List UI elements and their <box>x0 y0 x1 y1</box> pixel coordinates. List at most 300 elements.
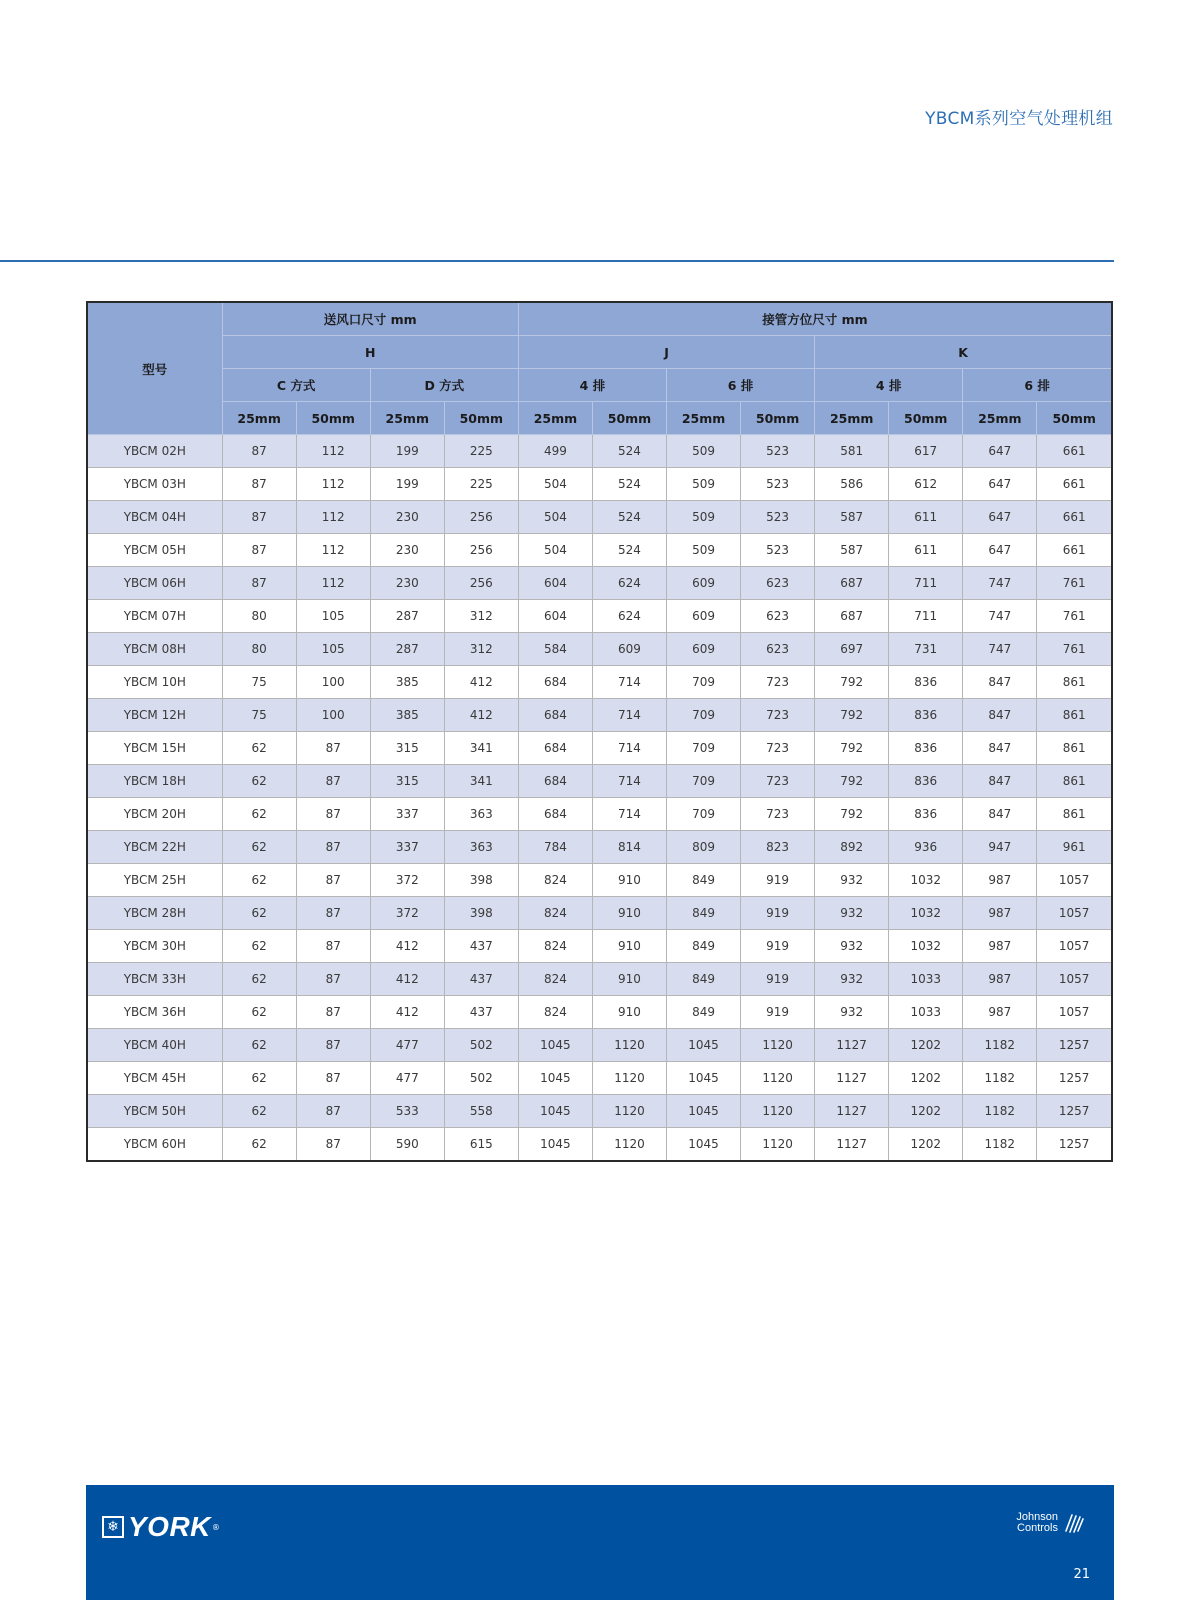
value-cell: 714 <box>592 699 666 732</box>
value-cell: 814 <box>592 831 666 864</box>
value-cell: 987 <box>963 864 1037 897</box>
air-outlet-group-header: 送风口尺寸 mm <box>222 303 518 336</box>
value-cell: 225 <box>444 468 518 501</box>
value-cell: 910 <box>592 930 666 963</box>
value-cell: 861 <box>1037 732 1111 765</box>
value-cell: 62 <box>222 798 296 831</box>
value-cell: 80 <box>222 633 296 666</box>
table-row <box>88 732 1111 765</box>
value-cell: 709 <box>667 666 741 699</box>
registered-mark: ® <box>211 1522 220 1532</box>
value-cell: 861 <box>1037 798 1111 831</box>
table-row <box>88 897 1111 930</box>
value-cell: 1057 <box>1037 963 1111 996</box>
value-cell: 509 <box>667 468 741 501</box>
value-cell: 87 <box>296 930 370 963</box>
value-cell: 1057 <box>1037 897 1111 930</box>
value-cell: 1033 <box>889 996 963 1029</box>
value-cell: 1202 <box>889 1128 963 1161</box>
table-row <box>88 1062 1111 1095</box>
value-cell: 385 <box>370 666 444 699</box>
value-cell: 1032 <box>889 930 963 963</box>
subheader-cell: 50mm <box>444 402 518 435</box>
page-header-title: YBCM系列空气处理机组 <box>925 109 1113 129</box>
model-cell: YBCM 06H <box>88 567 222 600</box>
johnson-controls-wordmark <box>1016 1512 1058 1534</box>
value-cell: 499 <box>518 435 592 468</box>
value-cell: 87 <box>222 435 296 468</box>
value-cell: 697 <box>815 633 889 666</box>
value-cell: 523 <box>741 501 815 534</box>
table-row <box>88 600 1111 633</box>
header-row-2 <box>88 336 1111 369</box>
value-cell: 112 <box>296 567 370 600</box>
value-cell: 849 <box>667 897 741 930</box>
value-cell: 437 <box>444 963 518 996</box>
value-cell: 824 <box>518 996 592 1029</box>
value-cell: 687 <box>815 567 889 600</box>
value-cell: 87 <box>296 1062 370 1095</box>
value-cell: 661 <box>1037 468 1111 501</box>
value-cell: 709 <box>667 765 741 798</box>
value-cell: 225 <box>444 435 518 468</box>
value-cell: 587 <box>815 501 889 534</box>
j-4-row-header: 4 排 <box>518 369 666 402</box>
johnson-controls-mark-icon <box>1062 1511 1086 1535</box>
value-cell: 684 <box>518 798 592 831</box>
model-cell: YBCM 08H <box>88 633 222 666</box>
subheader-cell: 50mm <box>889 402 963 435</box>
value-cell: 62 <box>222 864 296 897</box>
value-cell: 87 <box>296 897 370 930</box>
value-cell: 1120 <box>741 1095 815 1128</box>
value-cell: 287 <box>370 633 444 666</box>
table-row <box>88 831 1111 864</box>
value-cell: 847 <box>963 765 1037 798</box>
value-cell: 932 <box>815 963 889 996</box>
value-cell: 1127 <box>815 1128 889 1161</box>
value-cell: 836 <box>889 798 963 831</box>
value-cell: 792 <box>815 798 889 831</box>
value-cell: 75 <box>222 666 296 699</box>
value-cell: 62 <box>222 831 296 864</box>
value-cell: 892 <box>815 831 889 864</box>
value-cell: 524 <box>592 501 666 534</box>
subheader-cell: 50mm <box>741 402 815 435</box>
value-cell: 87 <box>296 798 370 831</box>
k-dimension-header: K <box>815 336 1111 369</box>
subheader-cell: 50mm <box>592 402 666 435</box>
value-cell: 910 <box>592 996 666 1029</box>
footer-bar <box>86 1485 1114 1600</box>
subheader-cell: 25mm <box>667 402 741 435</box>
table-row <box>88 666 1111 699</box>
value-cell: 1257 <box>1037 1029 1111 1062</box>
value-cell: 609 <box>667 567 741 600</box>
value-cell: 100 <box>296 699 370 732</box>
model-cell: YBCM 15H <box>88 732 222 765</box>
value-cell: 524 <box>592 435 666 468</box>
value-cell: 586 <box>815 468 889 501</box>
subheader-cell: 25mm <box>370 402 444 435</box>
value-cell: 477 <box>370 1062 444 1095</box>
value-cell: 1257 <box>1037 1062 1111 1095</box>
header-row-4 <box>88 402 1111 435</box>
value-cell: 581 <box>815 435 889 468</box>
value-cell: 824 <box>518 963 592 996</box>
value-cell: 723 <box>741 732 815 765</box>
value-cell: 256 <box>444 501 518 534</box>
value-cell: 62 <box>222 1128 296 1161</box>
value-cell: 1120 <box>741 1029 815 1062</box>
value-cell: 312 <box>444 633 518 666</box>
value-cell: 987 <box>963 930 1037 963</box>
value-cell: 684 <box>518 666 592 699</box>
value-cell: 437 <box>444 930 518 963</box>
dimensions-table <box>88 303 1111 1160</box>
value-cell: 847 <box>963 666 1037 699</box>
value-cell: 256 <box>444 567 518 600</box>
value-cell: 919 <box>741 963 815 996</box>
value-cell: 647 <box>963 468 1037 501</box>
value-cell: 661 <box>1037 435 1111 468</box>
value-cell: 87 <box>296 864 370 897</box>
value-cell: 910 <box>592 897 666 930</box>
value-cell: 624 <box>592 600 666 633</box>
value-cell: 792 <box>815 666 889 699</box>
table-row <box>88 996 1111 1029</box>
value-cell: 312 <box>444 600 518 633</box>
model-cell: YBCM 25H <box>88 864 222 897</box>
value-cell: 315 <box>370 765 444 798</box>
value-cell: 792 <box>815 765 889 798</box>
table-row <box>88 633 1111 666</box>
value-cell: 523 <box>741 468 815 501</box>
model-cell: YBCM 05H <box>88 534 222 567</box>
value-cell: 62 <box>222 996 296 1029</box>
value-cell: 87 <box>222 468 296 501</box>
value-cell: 112 <box>296 534 370 567</box>
model-cell: YBCM 28H <box>88 897 222 930</box>
value-cell: 502 <box>444 1029 518 1062</box>
value-cell: 341 <box>444 765 518 798</box>
model-cell: YBCM 20H <box>88 798 222 831</box>
value-cell: 100 <box>296 666 370 699</box>
value-cell: 1127 <box>815 1095 889 1128</box>
value-cell: 919 <box>741 864 815 897</box>
value-cell: 849 <box>667 930 741 963</box>
value-cell: 987 <box>963 897 1037 930</box>
model-cell: YBCM 60H <box>88 1128 222 1161</box>
value-cell: 987 <box>963 996 1037 1029</box>
value-cell: 1120 <box>592 1128 666 1161</box>
snowflake-icon: ❄ <box>102 1516 124 1538</box>
value-cell: 1182 <box>963 1128 1037 1161</box>
value-cell: 687 <box>815 600 889 633</box>
value-cell: 661 <box>1037 501 1111 534</box>
value-cell: 661 <box>1037 534 1111 567</box>
value-cell: 1045 <box>667 1095 741 1128</box>
value-cell: 412 <box>444 699 518 732</box>
value-cell: 112 <box>296 501 370 534</box>
value-cell: 62 <box>222 1029 296 1062</box>
value-cell: 62 <box>222 732 296 765</box>
value-cell: 1127 <box>815 1029 889 1062</box>
model-cell: YBCM 04H <box>88 501 222 534</box>
value-cell: 647 <box>963 534 1037 567</box>
value-cell: 849 <box>667 864 741 897</box>
value-cell: 256 <box>444 534 518 567</box>
model-cell: YBCM 33H <box>88 963 222 996</box>
value-cell: 1032 <box>889 897 963 930</box>
value-cell: 861 <box>1037 666 1111 699</box>
value-cell: 847 <box>963 798 1037 831</box>
value-cell: 836 <box>889 765 963 798</box>
value-cell: 504 <box>518 534 592 567</box>
value-cell: 1057 <box>1037 930 1111 963</box>
header-row-1 <box>88 303 1111 336</box>
model-cell: YBCM 10H <box>88 666 222 699</box>
value-cell: 1045 <box>667 1128 741 1161</box>
value-cell: 437 <box>444 996 518 1029</box>
value-cell: 477 <box>370 1029 444 1062</box>
value-cell: 932 <box>815 897 889 930</box>
value-cell: 684 <box>518 765 592 798</box>
value-cell: 524 <box>592 534 666 567</box>
jc-line-1: Johnson <box>1016 1511 1058 1523</box>
table-row <box>88 963 1111 996</box>
value-cell: 761 <box>1037 633 1111 666</box>
model-cell: YBCM 03H <box>88 468 222 501</box>
value-cell: 363 <box>444 798 518 831</box>
value-cell: 1257 <box>1037 1128 1111 1161</box>
value-cell: 647 <box>963 435 1037 468</box>
value-cell: 509 <box>667 501 741 534</box>
value-cell: 87 <box>296 765 370 798</box>
value-cell: 372 <box>370 897 444 930</box>
value-cell: 341 <box>444 732 518 765</box>
value-cell: 910 <box>592 864 666 897</box>
value-cell: 919 <box>741 897 815 930</box>
page-number: 21 <box>1073 1567 1090 1582</box>
value-cell: 87 <box>296 1095 370 1128</box>
header-row-3 <box>88 369 1111 402</box>
jc-line-2: Controls <box>1017 1522 1058 1534</box>
value-cell: 684 <box>518 699 592 732</box>
value-cell: 509 <box>667 534 741 567</box>
value-cell: 558 <box>444 1095 518 1128</box>
value-cell: 1202 <box>889 1095 963 1128</box>
value-cell: 709 <box>667 798 741 831</box>
value-cell: 385 <box>370 699 444 732</box>
value-cell: 747 <box>963 567 1037 600</box>
subheader-cell: 25mm <box>518 402 592 435</box>
value-cell: 714 <box>592 666 666 699</box>
value-cell: 711 <box>889 567 963 600</box>
table-row <box>88 930 1111 963</box>
value-cell: 709 <box>667 732 741 765</box>
table-row <box>88 699 1111 732</box>
value-cell: 647 <box>963 501 1037 534</box>
subheader-cell: 25mm <box>222 402 296 435</box>
value-cell: 584 <box>518 633 592 666</box>
value-cell: 1120 <box>741 1062 815 1095</box>
value-cell: 1045 <box>518 1062 592 1095</box>
value-cell: 1045 <box>518 1029 592 1062</box>
value-cell: 824 <box>518 930 592 963</box>
table-header <box>88 303 1111 435</box>
value-cell: 1182 <box>963 1095 1037 1128</box>
table-row <box>88 501 1111 534</box>
value-cell: 932 <box>815 930 889 963</box>
model-cell: YBCM 07H <box>88 600 222 633</box>
value-cell: 604 <box>518 600 592 633</box>
value-cell: 1057 <box>1037 996 1111 1029</box>
value-cell: 1120 <box>592 1062 666 1095</box>
value-cell: 412 <box>370 996 444 1029</box>
table-row <box>88 435 1111 468</box>
model-cell: YBCM 22H <box>88 831 222 864</box>
subheader-cell: 50mm <box>296 402 370 435</box>
value-cell: 62 <box>222 765 296 798</box>
value-cell: 523 <box>741 435 815 468</box>
value-cell: 398 <box>444 897 518 930</box>
value-cell: 947 <box>963 831 1037 864</box>
value-cell: 1045 <box>667 1029 741 1062</box>
value-cell: 604 <box>518 567 592 600</box>
d-mode-header: D 方式 <box>370 369 518 402</box>
value-cell: 723 <box>741 798 815 831</box>
value-cell: 684 <box>518 732 592 765</box>
value-cell: 87 <box>296 1128 370 1161</box>
value-cell: 1045 <box>518 1128 592 1161</box>
value-cell: 624 <box>592 567 666 600</box>
value-cell: 533 <box>370 1095 444 1128</box>
value-cell: 199 <box>370 468 444 501</box>
table-row <box>88 1095 1111 1128</box>
value-cell: 87 <box>222 534 296 567</box>
table-body <box>88 435 1111 1161</box>
value-cell: 315 <box>370 732 444 765</box>
value-cell: 524 <box>592 468 666 501</box>
value-cell: 609 <box>592 633 666 666</box>
table-row <box>88 567 1111 600</box>
model-cell: YBCM 50H <box>88 1095 222 1128</box>
value-cell: 105 <box>296 600 370 633</box>
value-cell: 1120 <box>741 1128 815 1161</box>
value-cell: 62 <box>222 897 296 930</box>
table-row <box>88 468 1111 501</box>
value-cell: 1045 <box>667 1062 741 1095</box>
value-cell: 847 <box>963 732 1037 765</box>
value-cell: 709 <box>667 699 741 732</box>
value-cell: 1182 <box>963 1062 1037 1095</box>
table-row <box>88 798 1111 831</box>
value-cell: 932 <box>815 996 889 1029</box>
value-cell: 62 <box>222 1062 296 1095</box>
table-row <box>88 1029 1111 1062</box>
value-cell: 62 <box>222 963 296 996</box>
value-cell: 87 <box>296 831 370 864</box>
model-cell: YBCM 18H <box>88 765 222 798</box>
value-cell: 723 <box>741 699 815 732</box>
value-cell: 412 <box>444 666 518 699</box>
value-cell: 809 <box>667 831 741 864</box>
model-cell: YBCM 12H <box>88 699 222 732</box>
value-cell: 523 <box>741 534 815 567</box>
value-cell: 398 <box>444 864 518 897</box>
value-cell: 1033 <box>889 963 963 996</box>
table-row <box>88 1128 1111 1161</box>
value-cell: 861 <box>1037 765 1111 798</box>
value-cell: 617 <box>889 435 963 468</box>
subheader-cell: 25mm <box>815 402 889 435</box>
model-cell: YBCM 36H <box>88 996 222 1029</box>
value-cell: 792 <box>815 732 889 765</box>
subheader-cell: 50mm <box>1037 402 1111 435</box>
model-column-header: 型号 <box>88 303 222 435</box>
table-row <box>88 534 1111 567</box>
value-cell: 847 <box>963 699 1037 732</box>
value-cell: 711 <box>889 600 963 633</box>
value-cell: 747 <box>963 600 1037 633</box>
value-cell: 861 <box>1037 699 1111 732</box>
value-cell: 987 <box>963 963 1037 996</box>
value-cell: 910 <box>592 963 666 996</box>
value-cell: 412 <box>370 930 444 963</box>
value-cell: 623 <box>741 633 815 666</box>
value-cell: 714 <box>592 765 666 798</box>
value-cell: 1120 <box>592 1095 666 1128</box>
value-cell: 612 <box>889 468 963 501</box>
value-cell: 784 <box>518 831 592 864</box>
table-row <box>88 765 1111 798</box>
value-cell: 87 <box>222 567 296 600</box>
value-cell: 1257 <box>1037 1095 1111 1128</box>
model-cell: YBCM 40H <box>88 1029 222 1062</box>
value-cell: 199 <box>370 435 444 468</box>
value-cell: 230 <box>370 534 444 567</box>
value-cell: 1202 <box>889 1062 963 1095</box>
pipe-position-group-header: 接管方位尺寸 mm <box>518 303 1111 336</box>
value-cell: 62 <box>222 930 296 963</box>
value-cell: 504 <box>518 468 592 501</box>
value-cell: 836 <box>889 666 963 699</box>
value-cell: 723 <box>741 666 815 699</box>
j-dimension-header: J <box>518 336 814 369</box>
value-cell: 105 <box>296 633 370 666</box>
k-4-row-header: 4 排 <box>815 369 963 402</box>
value-cell: 747 <box>963 633 1037 666</box>
value-cell: 1127 <box>815 1062 889 1095</box>
dimensions-table-container <box>86 301 1113 1162</box>
value-cell: 919 <box>741 996 815 1029</box>
table-row <box>88 864 1111 897</box>
value-cell: 1045 <box>518 1095 592 1128</box>
value-cell: 609 <box>667 633 741 666</box>
value-cell: 509 <box>667 435 741 468</box>
value-cell: 87 <box>296 732 370 765</box>
value-cell: 714 <box>592 732 666 765</box>
value-cell: 836 <box>889 732 963 765</box>
value-cell: 1032 <box>889 864 963 897</box>
value-cell: 611 <box>889 534 963 567</box>
value-cell: 502 <box>444 1062 518 1095</box>
value-cell: 723 <box>741 765 815 798</box>
value-cell: 87 <box>296 996 370 1029</box>
j-6-row-header: 6 排 <box>667 369 815 402</box>
model-cell: YBCM 30H <box>88 930 222 963</box>
